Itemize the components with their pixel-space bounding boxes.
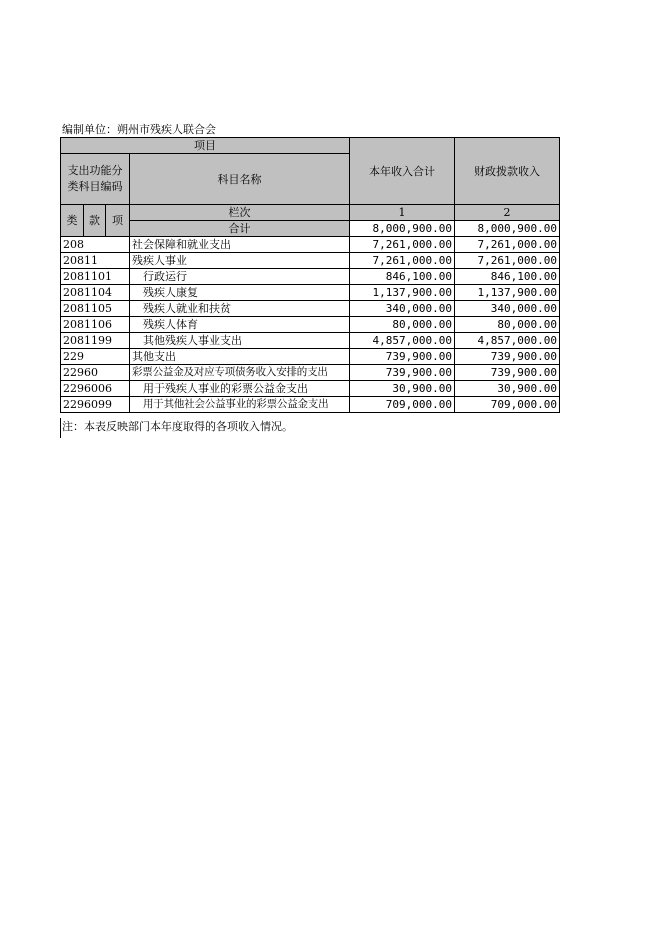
- row-fiscal: 340,000.00: [455, 301, 560, 317]
- row-income: 7,261,000.00: [350, 253, 455, 269]
- header-project: 项目: [61, 138, 350, 154]
- row-fiscal: 1,137,900.00: [455, 285, 560, 301]
- row-code: 20811: [61, 253, 130, 269]
- row-code: 2081101: [61, 269, 130, 285]
- row-name: 残疾人康复: [130, 285, 350, 301]
- total-label: 合计: [130, 221, 350, 237]
- row-code: 2296099: [61, 397, 130, 413]
- row-name: 用于其他社会公益事业的彩票公益金支出: [130, 397, 350, 413]
- row-name: 其他残疾人事业支出: [130, 333, 350, 349]
- header-row-project: [61, 138, 560, 154]
- total-fiscal: 8,000,900.00: [455, 221, 560, 237]
- header-total-income: 本年收入合计: [350, 138, 455, 205]
- table-row: [61, 381, 560, 397]
- row-income: 846,100.00: [350, 269, 455, 285]
- row-code: 2081199: [61, 333, 130, 349]
- header-row-column: [61, 205, 560, 221]
- row-code: 2081104: [61, 285, 130, 301]
- row-name: 社会保障和就业支出: [130, 237, 350, 253]
- row-fiscal: 7,261,000.00: [455, 253, 560, 269]
- header-fiscal-income: 财政拨款收入: [455, 138, 560, 205]
- table-row: [61, 349, 560, 365]
- header-col1: 1: [350, 205, 455, 221]
- table-row: [61, 317, 560, 333]
- row-fiscal: 4,857,000.00: [455, 333, 560, 349]
- row-fiscal: 739,900.00: [455, 365, 560, 381]
- table-row: [61, 253, 560, 269]
- row-fiscal: 739,900.00: [455, 349, 560, 365]
- row-income: 7,261,000.00: [350, 237, 455, 253]
- row-name: 残疾人体育: [130, 317, 350, 333]
- row-income: 30,900.00: [350, 381, 455, 397]
- table-row: [61, 301, 560, 317]
- total-income: 8,000,900.00: [350, 221, 455, 237]
- header-xiang: 项: [106, 205, 130, 237]
- row-code: 22960: [61, 365, 130, 381]
- row-income: 340,000.00: [350, 301, 455, 317]
- header-col2: 2: [455, 205, 560, 221]
- row-income: 1,137,900.00: [350, 285, 455, 301]
- header-subject-name: 科目名称: [130, 154, 350, 205]
- row-code: 2296006: [61, 381, 130, 397]
- row-code: 229: [61, 349, 130, 365]
- row-name: 行政运行: [130, 269, 350, 285]
- row-income: 739,900.00: [350, 349, 455, 365]
- footnote: 注：本表反映部门本年度取得的各项收入情况。: [62, 420, 293, 433]
- row-code: 2081105: [61, 301, 130, 317]
- row-income: 80,000.00: [350, 317, 455, 333]
- row-name: 其他支出: [130, 349, 350, 365]
- row-fiscal: 30,900.00: [455, 381, 560, 397]
- header-kuan: 款: [84, 205, 106, 237]
- header-code: 支出功能分类科目编码: [61, 154, 130, 205]
- table-row: [61, 397, 560, 413]
- row-fiscal: 80,000.00: [455, 317, 560, 333]
- table-row: [61, 269, 560, 285]
- total-row: [61, 221, 560, 237]
- header-lei: 类: [61, 205, 84, 237]
- table-row: [61, 333, 560, 349]
- row-fiscal: 7,261,000.00: [455, 237, 560, 253]
- table-row: [61, 365, 560, 381]
- header-column-label: 栏次: [130, 205, 350, 221]
- row-name: 用于残疾人事业的彩票公益金支出: [130, 381, 350, 397]
- table-row: [61, 285, 560, 301]
- row-income: 709,000.00: [350, 397, 455, 413]
- row-code: 2081106: [61, 317, 130, 333]
- table-row: [61, 237, 560, 253]
- row-fiscal: 846,100.00: [455, 269, 560, 285]
- row-income: 739,900.00: [350, 365, 455, 381]
- income-table: [60, 137, 560, 413]
- row-name: 残疾人就业和扶贫: [130, 301, 350, 317]
- row-name: 残疾人事业: [130, 253, 350, 269]
- unit-label: 编制单位：朔州市残疾人联合会: [62, 123, 216, 136]
- row-income: 4,857,000.00: [350, 333, 455, 349]
- row-code: 208: [61, 237, 130, 253]
- note-left-border: [60, 418, 61, 438]
- row-name: 彩票公益金及对应专项债务收入安排的支出: [130, 365, 350, 381]
- row-fiscal: 709,000.00: [455, 397, 560, 413]
